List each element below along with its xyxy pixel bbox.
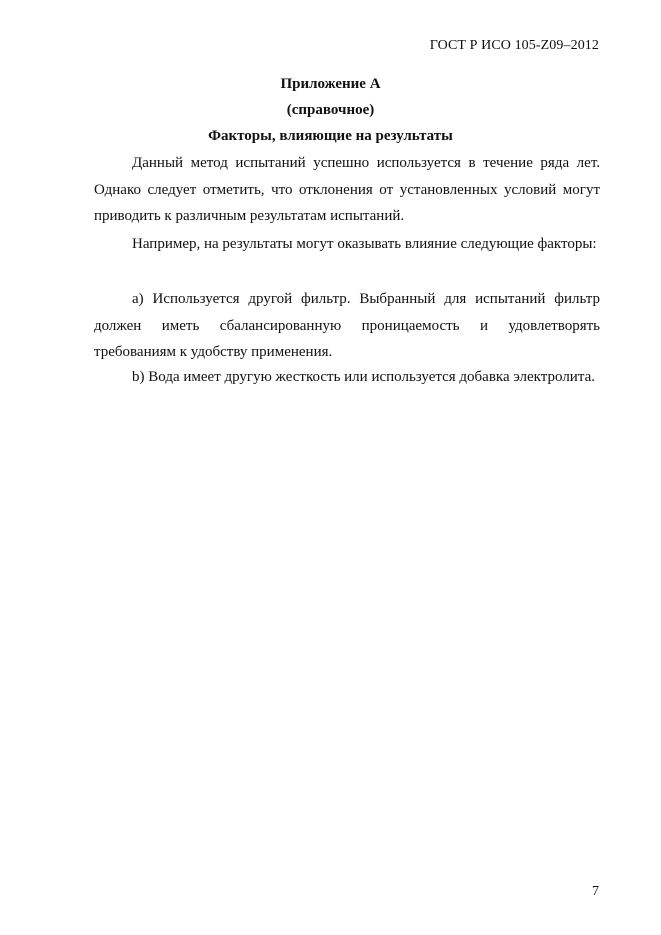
paragraph-text: Данный метод испытаний успешно используется в течение ряда лет. Однако следует отметить, что отклонения от установленных условий могут приводить к различным результатам испытаний. (94, 155, 600, 224)
list-item-b (94, 364, 600, 391)
paragraph-2 (94, 231, 600, 258)
standard-code: ГОСТ Р ИСО 105-Z09–2012 (429, 38, 599, 53)
appendix-heading: Приложение А (280, 76, 381, 92)
appendix-title: Факторы, влияющие на результаты (208, 128, 453, 144)
appendix-type: (справочное) (286, 102, 375, 118)
list-item-text: a) Используется другой фильтр. Выбранный для испытаний фильтр должен иметь сбалансированную проницаемость и удовлетворять требованиям к удобству применения. (94, 291, 600, 360)
page-number: 7 (592, 884, 599, 899)
paragraph-1 (94, 150, 600, 230)
paragraph-text: Например, на результаты могут оказывать влияние следующие факторы: (132, 236, 597, 252)
list-item-a (94, 286, 600, 366)
list-item-text: b) Вода имеет другую жесткость или используется добавка электролита. (132, 369, 595, 385)
